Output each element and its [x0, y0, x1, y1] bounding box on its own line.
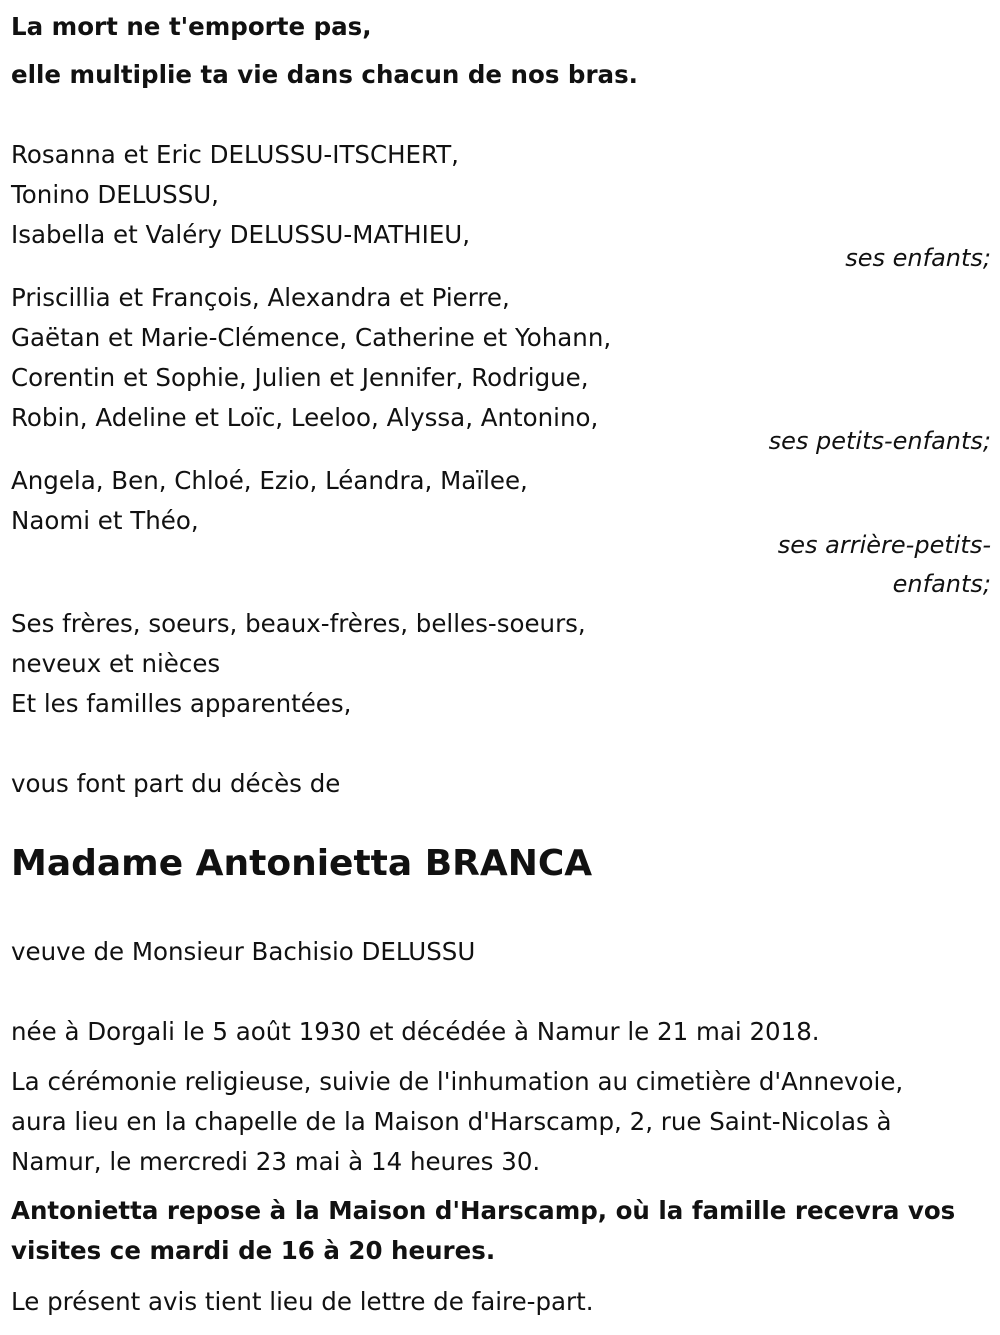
children-role: ses enfants;	[845, 244, 991, 272]
grandchildren-role: ses petits-enfants;	[768, 427, 991, 455]
ceremony-line: Namur, le mercredi 23 mai à 14 heures 30.	[11, 1147, 541, 1176]
ceremony-line: La cérémonie religieuse, suivie de l'inhumation au cimetière d'Annevoie,	[11, 1067, 904, 1096]
grandchildren-name: Corentin et Sophie, Julien et Jennifer, Rodrigue,	[11, 363, 589, 392]
grandchildren-name: Priscillia et François, Alexandra et Pierre,	[11, 283, 510, 312]
great-grandchildren-role-line-2: enfants;	[892, 570, 991, 598]
great-grandchildren-name: Naomi et Théo,	[11, 506, 199, 535]
closing-note: Le présent avis tient lieu de lettre de faire-part.	[11, 1287, 594, 1316]
grandchildren-name: Robin, Adeline et Loïc, Leeloo, Alyssa, Antonino,	[11, 403, 599, 432]
children-name: Tonino DELUSSU,	[11, 180, 219, 209]
widow-of: veuve de Monsieur Bachisio DELUSSU	[11, 937, 476, 966]
grandchildren-name: Gaëtan et Marie-Clémence, Catherine et Yohann,	[11, 323, 612, 352]
visits-line: Antonietta repose à la Maison d'Harscamp, où la famille recevra vos	[11, 1196, 956, 1225]
relatives-line: neveux et nièces	[11, 649, 221, 678]
birth-death-dates: née à Dorgali le 5 août 1930 et décédée à Namur le 21 mai 2018.	[11, 1017, 820, 1046]
children-name: Isabella et Valéry DELUSSU-MATHIEU,	[11, 220, 471, 249]
epigraph-line-2: elle multiplie ta vie dans chacun de nos bras.	[11, 60, 638, 89]
great-grandchildren-name: Angela, Ben, Chloé, Ezio, Léandra, Maïlee,	[11, 466, 528, 495]
epigraph-line-1: La mort ne t'emporte pas,	[11, 12, 372, 41]
relatives-line: Et les familles apparentées,	[11, 689, 352, 718]
announcement: vous font part du décès de	[11, 769, 341, 798]
children-name: Rosanna et Eric DELUSSU-ITSCHERT,	[11, 140, 459, 169]
deceased-name: Madame Antonietta BRANCA	[11, 843, 593, 884]
visits-line: visites ce mardi de 16 à 20 heures.	[11, 1236, 496, 1265]
relatives-line: Ses frères, soeurs, beaux-frères, belles-soeurs,	[11, 609, 586, 638]
ceremony-line: aura lieu en la chapelle de la Maison d'Harscamp, 2, rue Saint-Nicolas à	[11, 1107, 892, 1136]
great-grandchildren-role-line-1: ses arrière-petits-	[777, 531, 991, 559]
